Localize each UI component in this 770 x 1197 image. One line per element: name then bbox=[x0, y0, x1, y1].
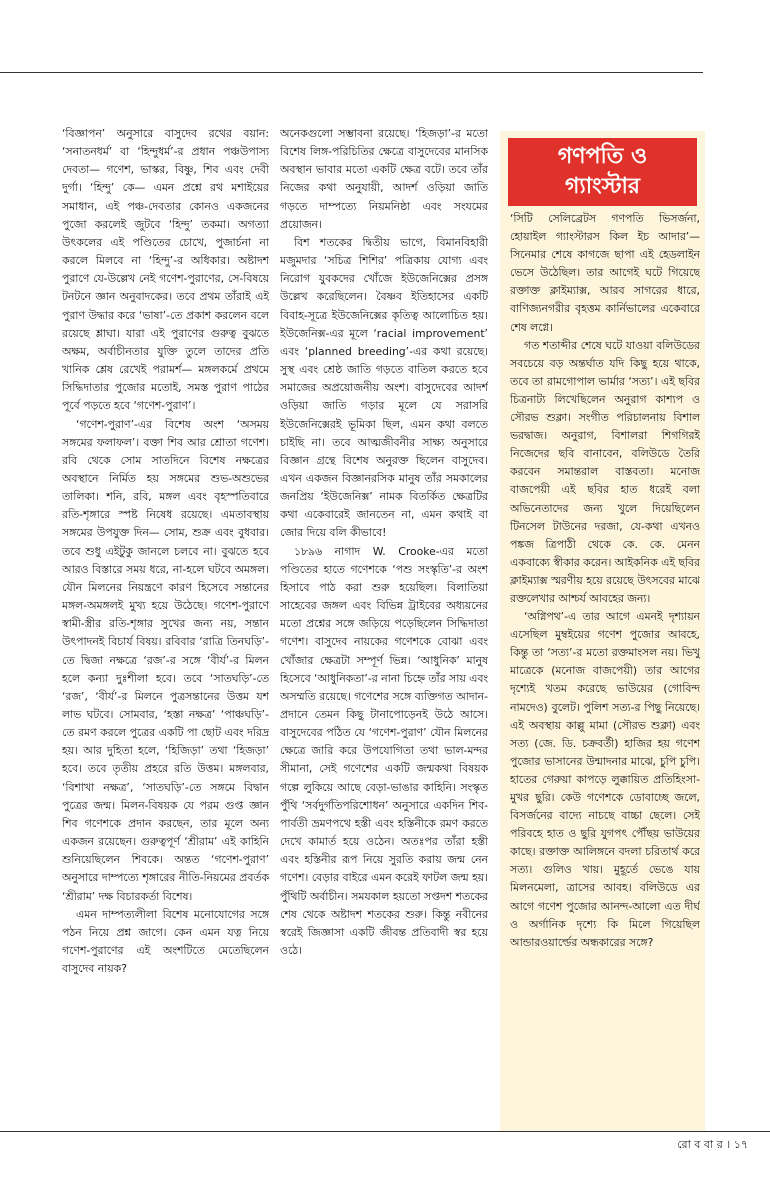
page-folio: রো ব বা র । ১৭ bbox=[677, 1138, 748, 1151]
col2-paragraph-2: বিশ শতকের দ্বিতীয় ভাগে, বিমানবিহারী মজুমদার ‘সচিত্র শিশির’ পত্রিকায় যোগ্য এবং নিরোগ যুবকদের খোঁজে ইউজেনিক্সের প্রসঙ্গ উল্লেখ করেছিলেন। বৈষ্ণব ইতিহাসের একটি বিবাহ-সূত্রে ইউজেনিক্সের কৃতিত্ব আলোচিত হয়। ইউজেনিক্স-এর মূলে ‘racial improvement’ এবং ‘planned breeding’-এর কথা রয়েছে। সুস্থ এবং শ্রেষ্ঠ জাতি গড়তে বাতিল করতে হবে সমাজের অপ্রয়োজনীয় অংশ। বাসুদেবের আদর্শ ওড়িয়া জাতি গড়ার মূলে যে সরাসরি ইউজেনিক্সেরই ভূমিকা ছিল, এমন কথা বলতে চাইছি না। তবে আত্মজীবনীর সাক্ষ্য অনুসারে বিজ্ঞান গ্রন্থে বিশেষ অনুরক্ত ছিলেন বাসুদেব। এখন একজন বিজ্ঞানরসিক মানুষ তাঁর সমকালের জনপ্রিয় ‘ইউজেনিক্স’ নামক বিতর্কিত ক্ষেত্রটির কথা একেবারেই জানতেন না, এমন কথাই বা জোর দিয়ে বলি কীভাবে! bbox=[280, 235, 488, 540]
sidebar-column bbox=[510, 210, 700, 1090]
sidebar-title-line-2: গ্যাংস্টার bbox=[564, 174, 641, 199]
sidebar-paragraph-2: গত শতাব্দীর শেষে ঘটে যাওয়া বলিউডের সবচেয়ে বড় অন্তর্ঘাত যদি কিছু হয়ে থাকে, তবে তা রামগোপাল ভার্মার ‘সত্য’। এই ছবির চিত্রনাট্য লিখেছিলেন অনুরাগ কাশ্যপ ও সৌরভ শুক্লা। সংগীত পরিচালনায় বিশাল ভরদ্বাজ। অনুরাগ, বিশালরা শিগগিরই নিজেদের ছবি বানাবেন, বলিউডে তৈরি করবেন সমান্তরাল বাস্তবতা। মনোজ বাজপেয়ী এই ছবির হাত ধরেই বলা অভিনেতাদের জন্য খুলে দিয়েছিলেন টিনসেল টাউনের দরজা, যে-কথা এখনও পঙ্কজ ত্রিপাঠী থেকে কে. কে. মেনন একবাক্যে স্বীকার করেন। আইকনিক এই ছবির ক্লাইম্যাক্স স্মরণীয় হয়ে রয়েছে উৎসবের মাঝে রক্তলেখার আশ্চর্য আবহের জন্য। bbox=[510, 338, 700, 605]
top-rule bbox=[0, 72, 703, 73]
article-column-1 bbox=[62, 125, 269, 1125]
col1-paragraph-3: এমন দাম্পত্যলীলা বিশেষ মনোযোগের সঙ্গে পঠন নিয়ে প্রশ্ন জাগে। কেন এমন যত্ন নিয়ে গণেশ-পুরাণের এই অংশটিতে মেতেছিলেন বাসুদেব নায়ক? bbox=[62, 907, 269, 976]
col1-paragraph-1: ‘বিজ্ঞাপন’ অনুসারে বাসুদেব রথের বয়ান: ‘সনাতনধর্ম’ বা ‘হিন্দুধর্ম’-র প্রধান পঞ্চউপাস্য দেবতা— গণেশ, ভাস্কর, বিষ্ণু, শিব এবং দেবী দুর্গা। ‘হিন্দু’ কে— এমন প্রশ্নে রথ মশাইয়ের সমাধান, এই পঞ্চ-দেবতার কোনও একজনের পুজো করলেই জুটবে ‘হিন্দু’ তকমা। অগত্যা উৎকলের এই পণ্ডিতের চোখে, পুজার্চনা না করলে মিলবে না ‘হিন্দু’-র অধিকার। অষ্টাদশ পুরাণে যে-উল্লেখ নেই গণেশ-পুরাণের, সে-বিষয়ে টনটনে জ্ঞান অনুবাদকের। তবে প্রথম তাঁরাই এই পুরাণ উদ্ধার করে ‘ভাষা’-তে প্রকাশ করলেন বলে রয়েছে শ্লাঘা। যারা এই পুরাণের গুরুত্ব বুঝতে অক্ষম, অর্বাচীনতার যুক্তি তুলে তাদের প্রতি খানিক শ্লেষ রেখেই পরামর্শ— মঙ্গলকর্মে প্রথমে সিদ্ধিদাতার পুজোর মতোই, সমস্ত পুরাণ পাঠের পূর্বে পড়তে হবে ‘গণেশ-পুরাণ’। bbox=[62, 127, 269, 413]
sidebar-title-banner bbox=[508, 138, 697, 206]
sidebar-paragraph-1: ‘সিটি সেলিব্রেটস গণপতি ভিসর্জনা, হোয়াইল গ্যাংস্টারস কিল ইচ আদার’— সিনেমার শেষে কাগজে ছাপা এই হেডলাইন ভেসে উঠেছিল। তার আগেই ঘটে গিয়েছে রক্তাক্ত ক্লাইম্যাক্স, আরব সাগরের ধারে, বাণিজ্যনগরীর বৃহত্তম কার্নিভালের একেবারে শেষ লগ্নে। bbox=[510, 212, 700, 334]
sidebar-paragraph-3: ‘অগ্নিপথ’-এ তার আগে এমনই দৃশ্যায়ন এসেছিল মুম্বইয়ের গণেশ পুজোর আবহে, কিন্তু তা ‘সত্য’-র মতো রক্তমাংসল নয়। ভিখু মাত্রেকে (মনোজ বাজপেয়ী) তার আগের দৃশ্যেই খতম করেছে ভাউয়ের (গোবিন্দ নামদেও) বুলেট। পুলিশ সত্য-র পিছু নিয়েছে। এই অবস্থায় কাল্লু মামা (সৌরভ শুক্লা) এবং সত্য (জে. ডি. চক্রবর্তী) হাজির হয় গণেশ পুজোর ভাসানের উন্মাদনার মাঝে, চুপি চুপি। হাতের গেরুয়া কাপড়ে লুক্কায়িত প্রতিহিংসা-মুখর ছুরি। কেউ গণেশকে ডোবাচ্ছে জলে, বিসর্জনের বাদ্যে নাচছে বাচ্চা ছেলে। সেই পরিবহে হাত ও ছুরি যুগপৎ পৌঁছয় ভাউয়ের কাছে। রক্তাক্ত আলিঙ্গনে বদলা চরিতার্থ করে সত্য। গুলিও খায়। মুহূর্তে ভেঙে যায় মিলনমেলা, ত্রাসের আবহ। বলিউডে এর আগে গণেশ পুজোর আনন্দ-আলো এত দীর্ঘ ও অর্গানিক দৃশ্যে কি মিলে গিয়েছিল আন্ডারওয়ার্ল্ডের অন্ধকারের সঙ্গে? bbox=[510, 610, 700, 949]
col2-paragraph-1: অনেকগুলো সম্ভাবনা রয়েছে। ‘হিজড়া’-র মতো বিশেষ লিঙ্গ-পরিচিতির ক্ষেত্রে বাসুদেবের মানসিক অবস্থান ভাবার মতো একটি ক্ষেত্র বটে। তবে তাঁর নিজের কথা অনুযায়ী, আদর্শ ওড়িয়া জাতি গড়তে দাম্পত্যে নিয়মনিষ্ঠা এবং সংযমের প্রয়োজন। bbox=[280, 127, 488, 231]
col2-paragraph-3: ১৮৯৬ নাগাদ W. Crooke-এর মতো পণ্ডিতের হাতে গণেশকে ‘পশু সংস্কৃতি’-র অংশ হিসাবে পাঠ করা শুরু হয়েছিল। বিলাতিয়া সাহেবের জঙ্গল এবং বিভিন্ন ট্রাইবের অধ্যয়নের মতো প্রশ্নের সঙ্গে জড়িয়ে পড়েছিলেন সিদ্ধিদাতা গণেশ। বাসুদেব নায়কের গণেশকে বোঝা এবং খোঁজার ক্ষেত্রটা সম্পূর্ণ ভিন্ন। ‘আধুনিক’ মানুষ হিসেবে ‘আধুনিকতা’-র নানা চিহ্নে তাঁর সায় এবং অসম্মতি রয়েছে। গণেশের সঙ্গে ব্যক্তিগত আদান-প্রদানে তেমন কিছু টানাপোড়েনই উঠে আসে। বাসুদেবের পঠিত যে ‘গণেশ-পুরাণ’ যৌন মিলনের ক্ষেত্রে জারি করে উপযোগিতা তথা ভাল-মন্দর সীমানা, সেই গণেশের একটি জন্মকথা বিষয়ক গল্পে লুকিয়ে আছে বেড়া-ভাঙার কাহিনি। সংস্কৃত পুঁথি ‘সর্বদুর্গতিপরিশোধন’ অনুসারে একদিন শিব-পার্বতী ভ্রমণপথে হস্তী এবং হস্তিনীকে রমণ করতে দেখে কামার্ত হয়ে ওঠেন। অতঃপর তাঁরা হস্তী এবং হস্তিনীর রূপ নিয়ে সুরতি করায় জন্ম নেন গণেশ। বেড়ার বাইরে এমন করেই ফাটল জন্ম হয়। পুঁথিটি অর্বাচীন। সমযকাল হয়তো সপ্তদশ শতকের শেষ থেকে অষ্টাদশ শতকের শুরু। কিন্তু নবীনের স্বরেই জিজ্ঞাসা একটি জীবন্ত প্রতিবাদী স্বর হয়ে ওঠে। bbox=[280, 544, 488, 958]
article-column-2 bbox=[280, 125, 488, 1125]
col1-paragraph-2: ‘গণেশ-পুরাণ’-এর বিশেষ অংশ ‘অসময় সঙ্গমের ফলাফল’। বক্তা শিব আর শ্রোতা গণেশ। রবি থেকে সোম সাতদিনে বিশেষ নক্ষত্রের অবস্থানে নির্মিত হয় সঙ্গমের শুভ-অশুভের তালিকা। শনি, রবি, মঙ্গল এবং বৃহস্পতিবারে রতি-শৃঙ্গারে স্পষ্ট নিষেধ রয়েছে। এমতাবস্থায় সঙ্গমের উপযুক্ত দিন— সোম, শুক্র এবং বুধবার। তবে শুধু এইটুকু জানলে চলবে না। বুঝতে হবে আরও বিস্তারে সময় ধরে, না-হলে ঘটবে অমঙ্গল। যৌন মিলনের নিয়ন্ত্রণে কারণ হিসেবে সন্তানের মঙ্গল-অমঙ্গলই মুখ্য হয়ে উঠেছে। গণেশ-পুরাণে স্বামী-স্ত্রীর রতি-শৃঙ্গার সুখের জন্য নয়, সন্তান উৎপাদনই বিচার্য বিষয়। রবিবার ‘রাত্রি তিনঘড়ি’-তে দ্বিজা নক্ষত্রে ‘রজ’-র সঙ্গে ‘বীর্য’-র মিলন হলে কন্যা দুঃশীলা হবে। তবে ‘সাতঘড়ি’-তে ‘রজ’, ‘বীর্য’-র মিলনে পুত্রসন্তানের উত্তম যশ লাভ ঘটবে। সোমবার, ‘হস্তা নক্ষত্র’ ‘পাঞ্চঘড়ি’-তে রমণ করলে পুত্রের একটি পা ছোট এবং দরিদ্র হয়। আর দুহিতা হলে, ‘হিজিড়া’ তথা ‘হিজড়া’ হবে। তবে তৃতীয় প্রহরে রতি উত্তম। মঙ্গলবার, ‘বিশাখা নক্ষত্র’, ‘সাতঘড়ি’-তে সঙ্গমে বিদ্বান পুত্রের জন্ম। মিলন-বিষয়ক যে পরম গুপ্ত জ্ঞান শিব গণেশকে প্রদান করছেন, তার মূলে অন্য একজন রয়েছেন। গুরুত্বপূর্ণ ‘শ্রীরাম’ এই কাহিনি শুনিয়েছিলেন শিবকে। অন্তত ‘গণেশ-পুরাণ’ অনুসারে দাম্পত্যে শৃঙ্গারের নীতি-নিয়মের প্রবর্তক ‘শ্রীরাম’ দক্ষ বিচারকর্তা বিশেষ। bbox=[62, 417, 269, 903]
bottom-rule bbox=[0, 1131, 770, 1132]
sidebar-title-line-1: গণপতি ও bbox=[557, 144, 648, 169]
